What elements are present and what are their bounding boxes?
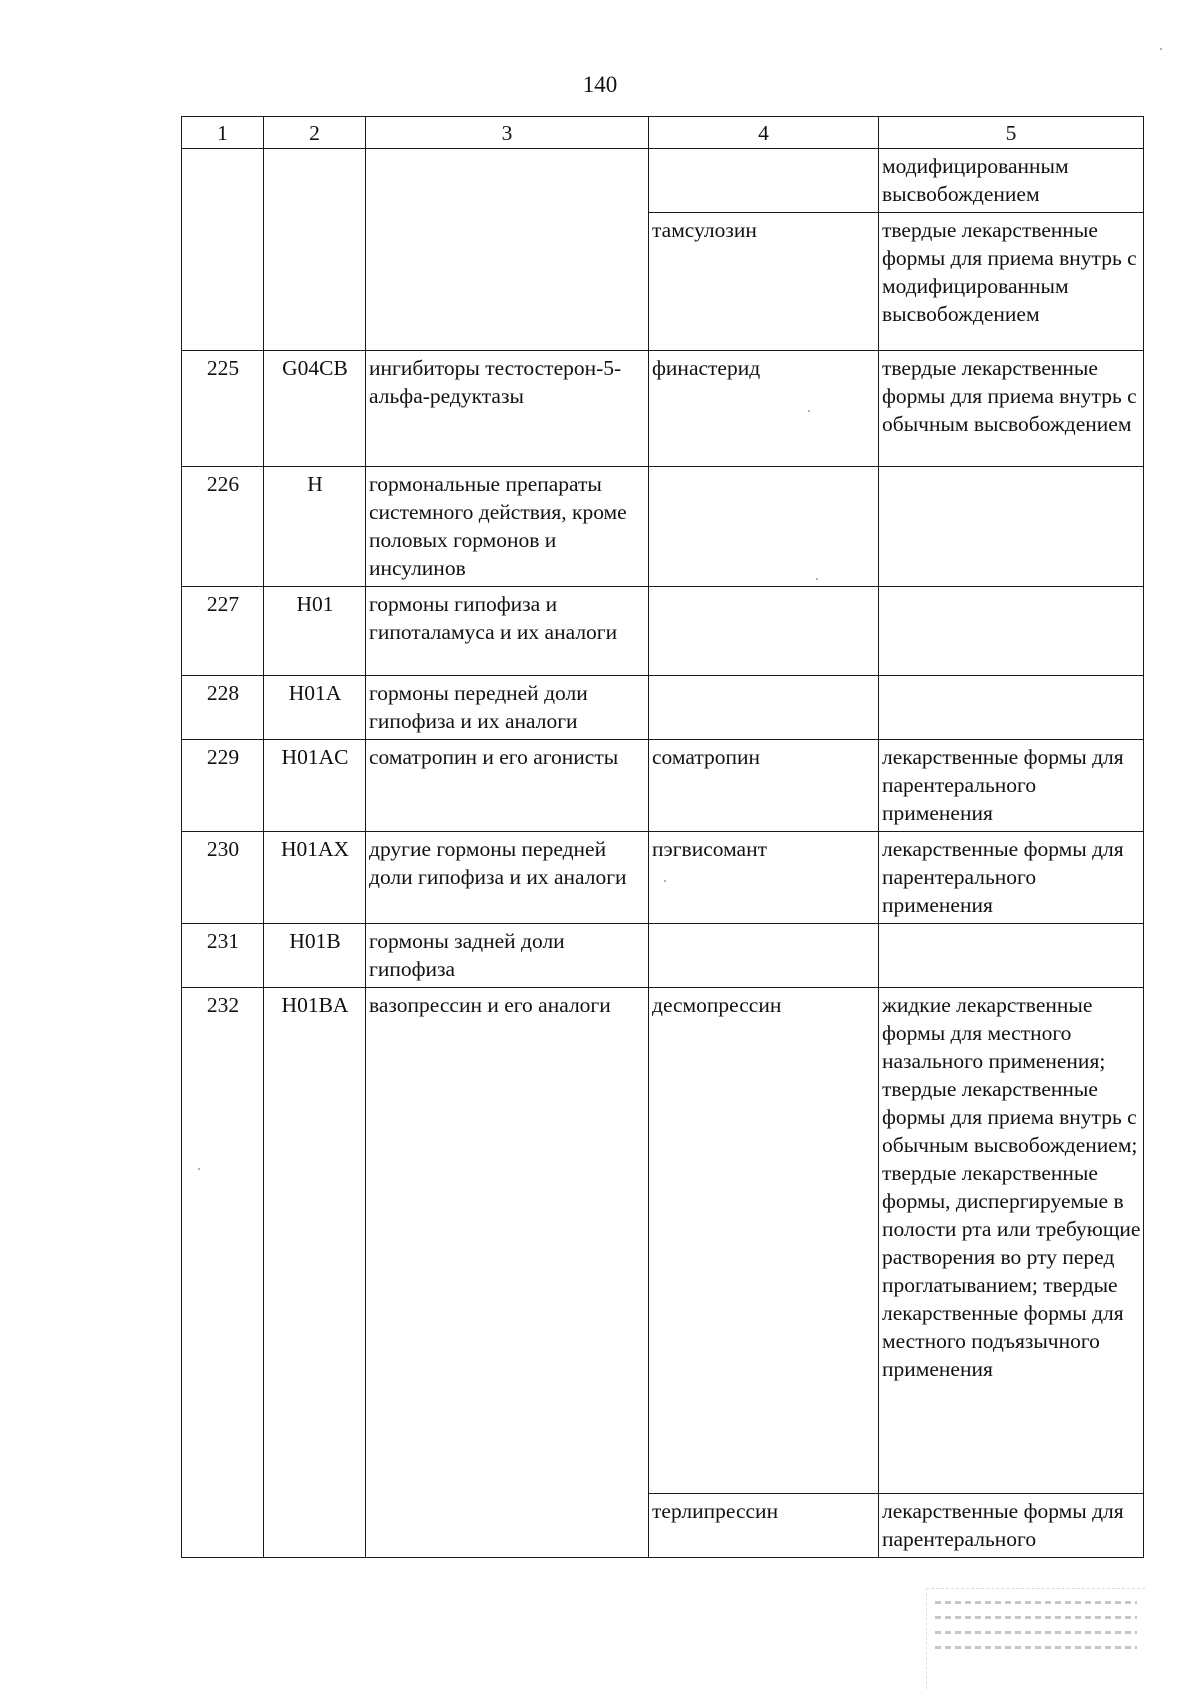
table-row xyxy=(182,924,1144,988)
pharmacological-group: соматропин и его агонисты xyxy=(366,740,649,832)
dosage-form xyxy=(879,676,1144,740)
drug-name: тамсулозин xyxy=(649,213,879,351)
dosage-form: твердые лекарственные формы для приема внутрь с модифицированным высвобождением xyxy=(879,213,1144,351)
dosage-form xyxy=(879,467,1144,587)
atc-code: H01A xyxy=(264,676,366,740)
faded-stamp xyxy=(926,1588,1145,1689)
column-header-2: 2 xyxy=(264,117,366,149)
atc-code: H01BA xyxy=(264,988,366,1558)
table-row xyxy=(182,351,1144,467)
scan-speck xyxy=(808,410,810,412)
atc-code: H01AX xyxy=(264,832,366,924)
dosage-form xyxy=(879,587,1144,676)
dosage-form: лекарственные формы для парентерального применения xyxy=(879,832,1144,924)
row-number xyxy=(182,149,264,351)
drug-name: соматропин xyxy=(649,740,879,832)
row-number: 225 xyxy=(182,351,264,467)
atc-code: H01 xyxy=(264,587,366,676)
pharmacological-group: гормональные препараты системного действия, кроме половых гормонов и инсулинов xyxy=(366,467,649,587)
drug-name xyxy=(649,676,879,740)
stamp-line xyxy=(935,1616,1137,1619)
drug-name xyxy=(649,587,879,676)
column-header-3: 3 xyxy=(366,117,649,149)
table-header-row xyxy=(182,117,1144,149)
scan-speck xyxy=(1160,48,1162,50)
table-row xyxy=(182,149,1144,213)
pharmacological-group: гормоны передней доли гипофиза и их аналоги xyxy=(366,676,649,740)
pharmacological-group: другие гормоны передней доли гипофиза и их аналоги xyxy=(366,832,649,924)
pharmacological-group: вазопрессин и его аналоги xyxy=(366,988,649,1558)
atc-code xyxy=(264,149,366,351)
pharmacological-group: гормоны задней доли гипофиза xyxy=(366,924,649,988)
dosage-form: лекарственные формы для парентерального xyxy=(879,1494,1144,1558)
table-row xyxy=(182,988,1144,1494)
dosage-form: твердые лекарственные формы для приема внутрь с обычным высвобождением xyxy=(879,351,1144,467)
dosage-form: жидкие лекарственные формы для местного назального применения; твердые лекарственные формы для приема внутрь с обычным высвобождением; твердые лекарственные формы, диспергируемые в полости рта или требующие растворения во рту перед проглатыванием; твердые лекарственные формы для местного подъязычного применения xyxy=(879,988,1144,1494)
pharmacological-group: ингибиторы тестостерон-5-альфа-редуктазы xyxy=(366,351,649,467)
drug-name: десмопрессин xyxy=(649,988,879,1494)
scan-speck xyxy=(198,1168,200,1170)
scan-speck xyxy=(664,880,666,882)
column-header-5: 5 xyxy=(879,117,1144,149)
drug-name xyxy=(649,149,879,213)
atc-code: H01B xyxy=(264,924,366,988)
pharmacological-group: гормоны гипофиза и гипоталамуса и их аналоги xyxy=(366,587,649,676)
stamp-line xyxy=(935,1646,1137,1649)
row-number: 226 xyxy=(182,467,264,587)
atc-code: H01AC xyxy=(264,740,366,832)
atc-code: G04CB xyxy=(264,351,366,467)
scan-speck xyxy=(816,578,818,580)
row-number: 232 xyxy=(182,988,264,1558)
dosage-form xyxy=(879,924,1144,988)
row-number: 230 xyxy=(182,832,264,924)
atc-code: H xyxy=(264,467,366,587)
table-row xyxy=(182,467,1144,587)
stamp-line xyxy=(935,1601,1137,1604)
drug-name xyxy=(649,467,879,587)
drug-name: терлипрессин xyxy=(649,1494,879,1558)
column-header-4: 4 xyxy=(649,117,879,149)
row-number: 229 xyxy=(182,740,264,832)
table-row xyxy=(182,676,1144,740)
table-row xyxy=(182,832,1144,924)
drug-name: финастерид xyxy=(649,351,879,467)
dosage-form: модифицированным высвобождением xyxy=(879,149,1144,213)
table-row xyxy=(182,587,1144,676)
stamp-line xyxy=(935,1631,1137,1634)
row-number: 231 xyxy=(182,924,264,988)
table-row xyxy=(182,740,1144,832)
column-header-1: 1 xyxy=(182,117,264,149)
drug-name: пэгвисомант xyxy=(649,832,879,924)
row-number: 228 xyxy=(182,676,264,740)
pharmacological-group xyxy=(366,149,649,351)
drug-name xyxy=(649,924,879,988)
dosage-form: лекарственные формы для парентерального применения xyxy=(879,740,1144,832)
page-number: 140 xyxy=(582,72,618,97)
drug-table xyxy=(181,116,1144,1558)
row-number: 227 xyxy=(182,587,264,676)
